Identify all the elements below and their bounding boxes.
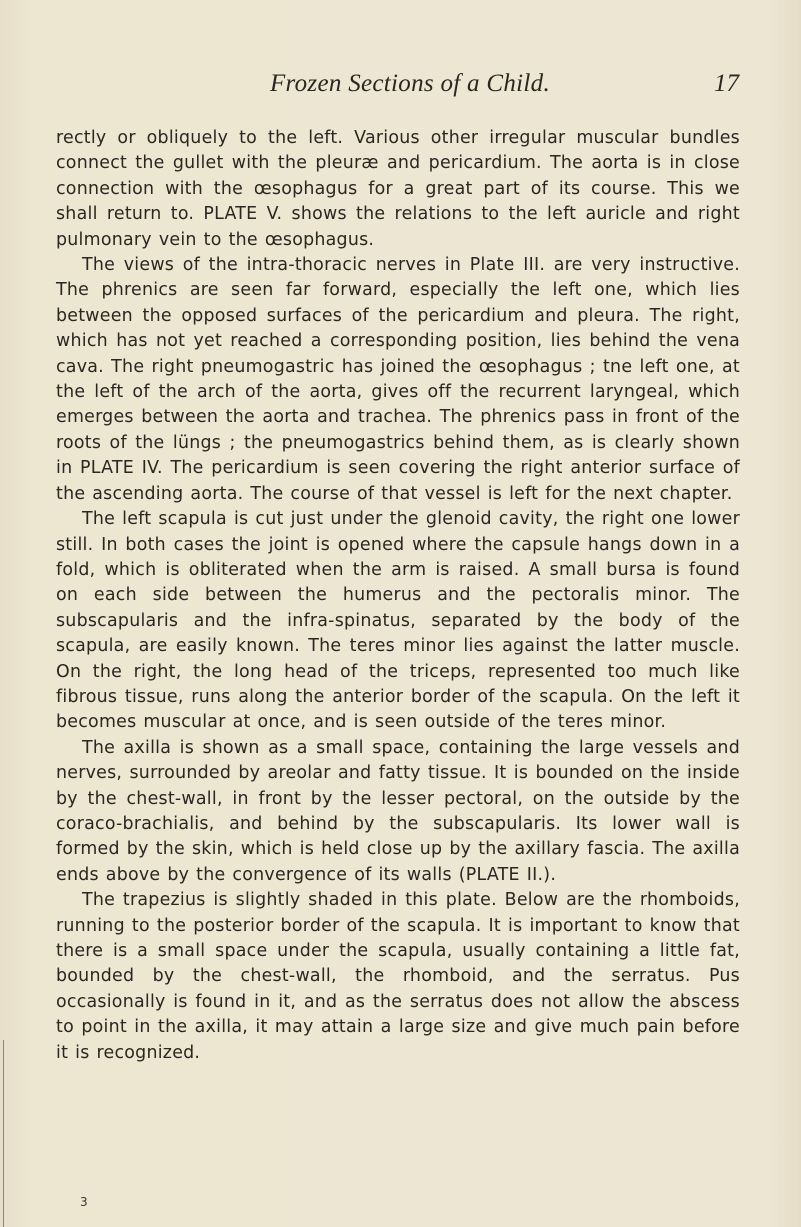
running-title: Frozen Sections of a Child. (269, 70, 551, 97)
paragraph-2: The views of the intra-thoracic nerves in Plate III. are very instructive. The phrenics are seen far forward, especially the left one, which lies between the opposed surfaces of the pericardium and pleura. The right, which has not yet reached a corresponding position, lies behind the vena cava. The right pneumogastric has joined the œsophagus ; tne left one, at the left of the arch of the aorta, gives off the recurrent laryngeal, which emerges between the aorta and trachea. The phrenics pass in front of the roots of the lüngs ; the pneumogastrics behind them, as is clearly shown in PLATE IV. The pericardium is seen covering the right anterior surface of the ascending aorta. The course of that vessel is left for the next chapter. (56, 255, 740, 504)
page-number: 17 (714, 70, 739, 97)
running-head (0, 70, 801, 106)
paragraph-4: The axilla is shown as a small space, containing the large vessels and nerves, surrounded by areolar and fatty tissue. It is bounded on the inside by the chest-wall, in front by the lesser pectoral, on the outside by the coraco-brachialis, and behind by the subscapularis. Its lower wall is formed by the skin, which is held close up by the axillary fascia. The axilla ends above by the convergence of its walls (PLATE II.). (56, 737, 740, 885)
body-text (56, 126, 740, 1066)
paragraph-5: The trapezius is slightly shaded in this plate. Below are the rhomboids, running to the posterior border of the scapula. It is important to know that there is a small space under the scapula, usually containing a little fat, bounded by the chest-wall, the rhomboid, and the serratus. Pus occasionally is found in it, and as the serratus does not allow the abscess to point in the axilla, it may attain a large size and give much pain before it is recognized. (56, 890, 740, 1063)
signature-mark: 3 (80, 1195, 88, 1209)
paragraph-3: The left scapula is cut just under the glenoid cavity, the right one lower still. In both cases the joint is opened where the capsule hangs down in a fold, which is obliterated when the arm is raised. A small bursa is found on each side between the humerus and the pectoralis minor. The subscapularis and the infra-spinatus, separated by the body of the scapula, are easily known. The teres minor lies against the latter muscle. On the right, the long head of the triceps, represented too much like fibrous tissue, runs along the anterior border of the scapula. On the left it becomes muscular at once, and is seen outside of the teres minor. (56, 509, 740, 733)
page-edge-shadow (3, 1040, 4, 1227)
paragraph-1: rectly or obliquely to the left. Various other irregular muscular bundles connect the gullet with the pleuræ and pericardium. The aorta is in close connection with the œsophagus for a great part of its course. This we shall return to. PLATE V. shows the relations to the left auricle and right pulmonary vein to the œsophagus. (56, 128, 740, 250)
